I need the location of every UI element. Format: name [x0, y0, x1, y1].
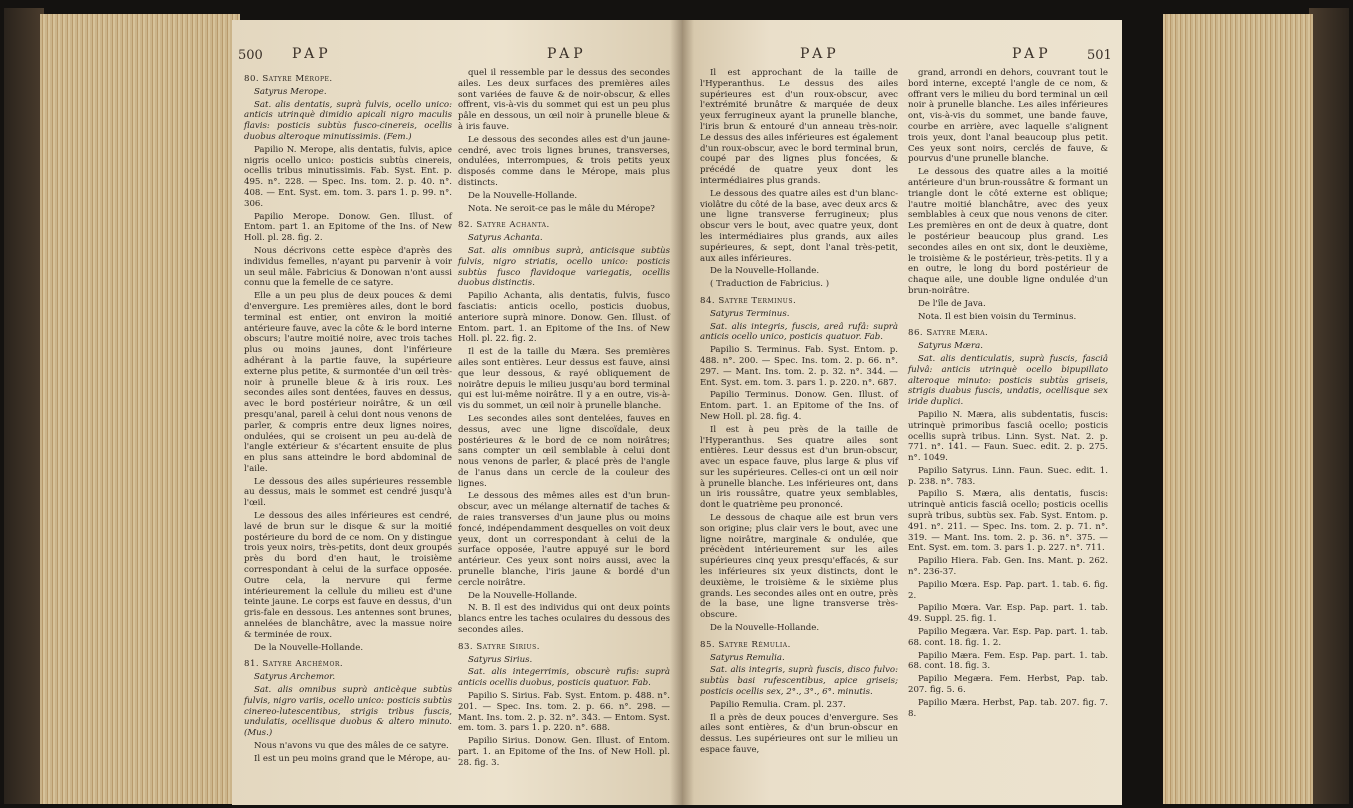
- paragraph: 86. Satyre Mæra.: [908, 328, 989, 339]
- right-running-head-a: PAP: [800, 46, 840, 62]
- book-gutter: [670, 20, 694, 805]
- left-running-head-a: PAP: [292, 46, 332, 62]
- paragraph: Nota. Ne seroit-ce pas le mâle du Mérope?: [468, 203, 655, 214]
- paragraph: Papilio Hiera. Fab. Gen. Ins. Mant. p. 262. n°. 236-37.: [908, 556, 1108, 578]
- right-page-edges: [1163, 14, 1313, 804]
- paragraph: Papilio Megæra. Var. Esp. Pap. part. 1. tab. 68. cont. 18. fig. 1. 2.: [908, 627, 1108, 648]
- paragraph: N. B. Il est des individus qui ont deux points blancs entre les taches oculaires du dessous des secondes ailes.: [458, 603, 670, 636]
- paragraph: De la Nouvelle-Hollande.: [468, 190, 578, 201]
- paragraph: Il est un peu moins grand que le Mérope, au-: [254, 753, 451, 764]
- paragraph: Elle a un peu plus de deux pouces & demi d'envergure. Les premières ailes, dont le bord terminal est entier, ont environ la moitié antérieure fauve, avec la côte & le bord interne obscurs; l'autre moitié noire, avec trois taches plus ou moins jaunes, dont l'inférieure adhérant à la partie fauve, la supérieure externe plus petite, & surmontée d'un œil très-noir à prunelle bleue & à iris roux. Les secondes ailes sont dentées, fauves en dessus, avec le bord postérieur noirâtre, & un œil presqu'anal, pareil à celui dont nous venons de parler, & compris entre deux lignes noires, ondulées, qui se croisent un peu au-delà de l'angle extérieur & s'écartent ensuite de plus en plus sans atteindre le bord abdominal de l'aile.: [244, 291, 452, 474]
- column-2: [458, 68, 670, 771]
- paragraph: Sat. alis integris, suprà fuscis, disco fulvo: subtùs basi rufescentibus, apice griseis; posticis ocellis sex, 2°., 3°., 6°. minutis.: [700, 665, 898, 698]
- left-page-edges: [40, 14, 240, 804]
- paragraph: Papilio S. Sirius. Fab. Syst. Entom. p. 488. n°. 201. — Spec. Ins. tom. 2. p. 66. n°. 298. — Mant. Ins. tom. 2. p. 32. n°. 343. — Entom. Syst. em. tom. 3. pars 1. p. 220. n°. 688.: [458, 691, 670, 734]
- paragraph: Le dessous des quatre ailes est d'un blanc-violâtre du côté de la base, avec deux arcs & une ligne transverse ferrugineux; plus obscur vers le bout, avec quatre yeux, dont les intermédiaires plus grands, aux ailes supérieures, & sept, dont l'anal très-petit, aux ailes inférieures.: [700, 188, 898, 264]
- paragraph: Le dessous des quatre ailes a la moitié antérieure d'un brun-roussâtre & formant un triangle dont le côté externe est oblique; l'autre moitié blanchâtre, avec des yeux semblables à ceux que nous venons de citer. Les premières en ont de deux à quatre, dont le postérieur beaucoup plus grand. Les secondes ailes en ont six, dont le deuxième, le troisième & le postérieur, très-petits. Il y a en outre, le long du bord postérieur de chaque aile, une double ligne ondulée d'un brun-noirâtre.: [908, 167, 1108, 296]
- column-4: [908, 68, 1108, 721]
- paragraph: Il est de la taille du Mæra. Ses premières ailes sont entières. Leur dessus est fauve, ainsi que leur dessous, & rayé obliquement de noirâtre depuis le milieu jusqu'au bord terminal qui est lui-même noirâtre. Il y a en outre, vis-à-vis du sommet, un œil noir à prunelle blanche.: [458, 347, 670, 412]
- paragraph: Sat. alis integerrimis, obscurè rufis: suprà anticis ocellis duobus, posticis quatuor. Fab.: [458, 667, 670, 689]
- paragraph: Papilio Satyrus. Linn. Faun. Suec. edit. 1. p. 238. n°. 783.: [908, 465, 1108, 487]
- paragraph: Papilio Mœra. Var. Esp. Pap. part. 1. tab. 49. Suppl. 25. fig. 1.: [908, 603, 1108, 625]
- paragraph: Papilio Merope. Donow. Gen. Illust. of Entom. part 1. an Epitome of the Ins. of New Holl. pl. 28. fig. 2.: [244, 211, 452, 244]
- paragraph: Satyrus Sirius.: [468, 654, 533, 665]
- paragraph: 84. Satyre Terminus.: [700, 295, 797, 306]
- paragraph: Le dessous des mêmes ailes est d'un brun-obscur, avec un mélange alternatif de taches & de raies transverses d'un jaune plus ou moins foncé, indépendamment desquelles on voit deux yeux, dont un correspondant à celui de la surface opposée, l'autre appuyé sur le bord antérieur. Ces yeux sont noirs aussi, avec la prunelle blanche, l'iris jaune & bordé d'un cercle noirâtre.: [458, 491, 670, 588]
- paragraph: De la Nouvelle-Hollande.: [468, 590, 578, 601]
- paragraph: 85. Satyre Rémulia.: [700, 639, 791, 650]
- paragraph: Satyrus Remulia.: [710, 652, 785, 663]
- paragraph: Le dessous des ailes inférieures est cendré, lavé de brun sur le disque & sur la moitié postérieure du bord de ce nom. On y distingue trois yeux noirs, très-petits, dont deux groupés près du bord d'en haut, le troisième correspondant à celui de la surface opposée. Outre cela, la nervure qui ferme intérieurement la cellule du milieu est d'une teinte jaune. Le corps est fauve en dessus, d'un gris-fale en dessous. Les antennes sont brunes, annelées de blanchâtre, avec la massue noire & terminée de roux.: [244, 511, 452, 640]
- paragraph: De la Nouvelle-Hollande.: [710, 623, 820, 634]
- paragraph: De l'île de Java.: [918, 298, 986, 309]
- paragraph: Il a près de deux pouces d'envergure. Ses ailes sont entières, & d'un brun-obscur en dessus. Les supérieures ont sur le milieu un espace fauve,: [700, 712, 898, 756]
- paragraph: De la Nouvelle-Hollande.: [710, 266, 820, 277]
- paragraph: ( Traduction de Fabricius. ): [710, 279, 830, 290]
- paragraph: Papilio Mæra. Fem. Esp. Pap. part. 1. tab. 68. cont. 18. fig. 3.: [908, 650, 1108, 672]
- paragraph: Satyrus Achanta.: [468, 233, 543, 244]
- paragraph: Sat. alis integris, fuscis, areâ rufâ: suprà anticis ocello unico, posticis quatuor. Fab.: [700, 321, 898, 343]
- left-page: [232, 20, 682, 805]
- paragraph: grand, arrondi en dehors, couvrant tout le bord interne, excepté l'angle de ce nom, & offrant vers le milieu du bord terminal un œil noir à prunelle blanche. Les ailes inférieures ont, vis-à-vis du sommet, une bande fauve, courbe en arrière, avec laquelle s'alignent trois yeux, dont l'anal beaucoup plus petit. Ces yeux sont noirs, cerclés de fauve, & pourvus d'une prunelle blanche.: [908, 68, 1108, 165]
- paragraph: Satyrus Merope.: [254, 86, 327, 97]
- paragraph: Il est à peu près de la taille de l'Hyperanthus. Ses quatre ailes sont entières. Leur dessus est d'un brun-obscur, avec un espace fauve, plus large & plus vif sur les supérieures. Celles-ci ont un œil noir à prunelle blanche. Les inférieures ont, dans un iris roussâtre, quatre yeux semblables, dont le quatrième peu prononcé.: [700, 424, 898, 511]
- paragraph: 80. Satyre Mérope.: [244, 74, 333, 84]
- right-cover: [1309, 8, 1349, 804]
- column-3: [700, 68, 898, 758]
- paragraph: quel il ressemble par le dessus des secondes ailes. Les deux surfaces des premières ailes sont variées de fauve & de noir-obscur, & elles offrent, vis-à-vis du sommet qui est un peu plus pâle en dessous, un œil noir à prunelle bleue & à iris fauve.: [458, 68, 670, 132]
- paragraph: Le dessous des secondes ailes est d'un jaune-cendré, avec trois lignes brunes, transverses, ondulées, interrompues, & trois petits yeux disposés comme dans le Mérope, mais plus distincts.: [458, 134, 670, 188]
- paragraph: Satyrus Archemor.: [254, 672, 336, 683]
- left-page-number: 500: [238, 48, 263, 63]
- paragraph: Papilio Terminus. Donow. Gen. Illust. of Entom. part. 1. an Epitome of the Ins. of New Holl. pl. 28. fig. 4.: [700, 390, 898, 422]
- right-running-head-b: PAP: [1012, 46, 1052, 62]
- paragraph: Les secondes ailes sont dentelées, fauves en dessus, avec une ligne discoïdale, deux postérieures & le bord de ce nom noirâtres; sans compter un œil semblable à celui dont nous venons de parler, & placé près de l'angle de l'anus dans un cercle de la couleur des lignes.: [458, 413, 670, 489]
- paragraph: Papilio Remulia. Cram. pl. 237.: [710, 699, 846, 710]
- paragraph: Papilio S. Mæra, alis dentatis, fuscis: utrinquè anticis fasciâ ocello; posticis ocellis suprà tribus, subtùs sex. Fab. Syst. Entom. p. 491. n°. 211. — Spec. Ins. tom. 2. p. 71. n°. 319. — Mant. Ins. tom. 2. p. 36. n°. 375. — Ent. Syst. em. tom. 3. pars 1. p. 227. n°. 711.: [908, 489, 1108, 554]
- paragraph: Nous décrivons cette espèce d'après des individus femelles, n'ayant pu parvenir à voir un seul mâle. Fabricius & Donowan n'ont aussi connu que la femelle de ce satyre.: [244, 245, 452, 289]
- paragraph: Sat. alis omnibus suprà, anticisque subtùs fulvis, nigro striatis, ocello unico: posticis subtùs fusco flavidoque variegatis, ocellis duobus distinctis.: [458, 245, 670, 289]
- paragraph: Le dessous de chaque aile est brun vers son origine; plus clair vers le bout, avec une ligne noirâtre, marginale & ondulée, que précèdent intérieurement sur les ailes supérieures cinq yeux presqu'effacés, & sur les inférieures six yeux distincts, dont le deuxième, le troisième & le sixième plus grands. Les secondes ailes ont en outre, près de la base, une ligne transverse très-obscure.: [700, 513, 898, 621]
- paragraph: Sat. alis dentatis, suprà fulvis, ocello unico: anticis utrinquè dimidio apicali nigro maculis flavis: posticis subtùs fusco-cinereis, ocellis duobus alteroque minutissimis. (Fem.): [244, 99, 452, 142]
- left-running-head-b: PAP: [547, 46, 587, 62]
- paragraph: Il est approchant de la taille de l'Hyperanthus. Le dessus des ailes supérieures est d'un roux-obscur, avec l'extrémité brunâtre & marquée de deux yeux ferrugineux ayant la prunelle blanche, l'iris brun & entouré d'un anneau très-noir. Le dessus des ailes inférieures est également d'un roux-obscur, avec le bord terminal brun, coupé par des lignes plus foncées, & précédé de quatre yeux dont les intermédiaires plus grands.: [700, 68, 898, 186]
- right-page-number: 501: [1087, 48, 1112, 63]
- paragraph: 82. Satyre Achanta.: [458, 220, 550, 231]
- paragraph: Nota. Il est bien voisin du Terminus.: [918, 311, 1077, 322]
- paragraph: Sat. alis omnibus suprà anticèque subtùs fulvis, nigro variis, ocello unico: posticis subtùs cinereo-lutescentibus, strigis tribus fuscis, undulatis, ocellisque duobus & altero minuto. (Mus.): [244, 685, 452, 739]
- right-page: [682, 20, 1122, 805]
- paragraph: Sat. alis denticulatis, suprà fuscis, fasciâ fulvâ: anticis utrinquè ocello bipupillato alteroque minuto: posticis subtùs griseis, strigis duabus fuscis, undatis, ocellisque sex iride duplici.: [908, 353, 1108, 408]
- paragraph: Papilio Mæra. Herbst, Pap. tab. 207. fig. 7. 8.: [908, 697, 1108, 719]
- paragraph: De la Nouvelle-Hollande.: [254, 642, 364, 653]
- paragraph: Papilio S. Terminus. Fab. Syst. Entom. p. 488. n°. 200. — Spec. Ins. tom. 2. p. 66. n°. 297. — Mant. Ins. tom. 2. p. 32. n°. 344. — Ent. Syst. em. tom. 3. pars 1. p. 220. n°. 687.: [700, 345, 898, 388]
- paragraph: 81. Satyre Archémor.: [244, 659, 344, 670]
- paragraph: Satyrus Terminus.: [710, 308, 790, 319]
- paragraph: Le dessous des ailes supérieures ressemble au dessus, mais le sommet est cendré jusqu'à l'œil.: [244, 476, 452, 509]
- paragraph: Nous n'avons vu que des mâles de ce satyre.: [254, 741, 449, 752]
- paragraph: Papilio Megæra. Fem. Herbst, Pap. tab. 207. fig. 5. 6.: [908, 674, 1108, 696]
- paragraph: Papilio Mœra. Esp. Pap. part. 1. tab. 6. fig. 2.: [908, 579, 1108, 601]
- paragraph: Papilio N. Mæra, alis subdentatis, fuscis: utrinquè primoribus fasciâ ocello; posticis ocellis suprà tribus. Linn. Syst. Nat. 2. p. 771. n°. 141. — Faun. Suec. edit. 2. p. 275. n°. 1049.: [908, 409, 1108, 464]
- paragraph: Papilio N. Merope, alis dentatis, fulvis, apice nigris ocello unico: posticis subtùs cinereis, ocellis tribus minutissimis. Fab. Syst. Ent. p. 495. n°. 228. — Spec. Ins. tom. 2. p. 40. n°. 408. — Ent. Syst. em. tom. 3. pars 1. p. 99. n°. 306.: [244, 144, 452, 209]
- paragraph: 83. Satyre Sirius.: [458, 641, 540, 652]
- paragraph: Papilio Sirius. Donow. Gen. Illust. of Entom. part. 1. an Epitome of the Ins. of New Holl. pl. 28. fig. 3.: [458, 736, 670, 768]
- column-1: [244, 68, 452, 767]
- left-cover: [4, 8, 44, 804]
- paragraph: Satyrus Mæra.: [918, 341, 983, 352]
- paragraph: Papilio Achanta, alis dentatis, fulvis, fusco fasciatis: anticis ocello, posticis duobus, anteriore suprà minore. Donow. Gen. Illust. of Entom. part. 1. an Epitome of the Ins. of New Holl. pl. 22. fig. 2.: [458, 291, 670, 345]
